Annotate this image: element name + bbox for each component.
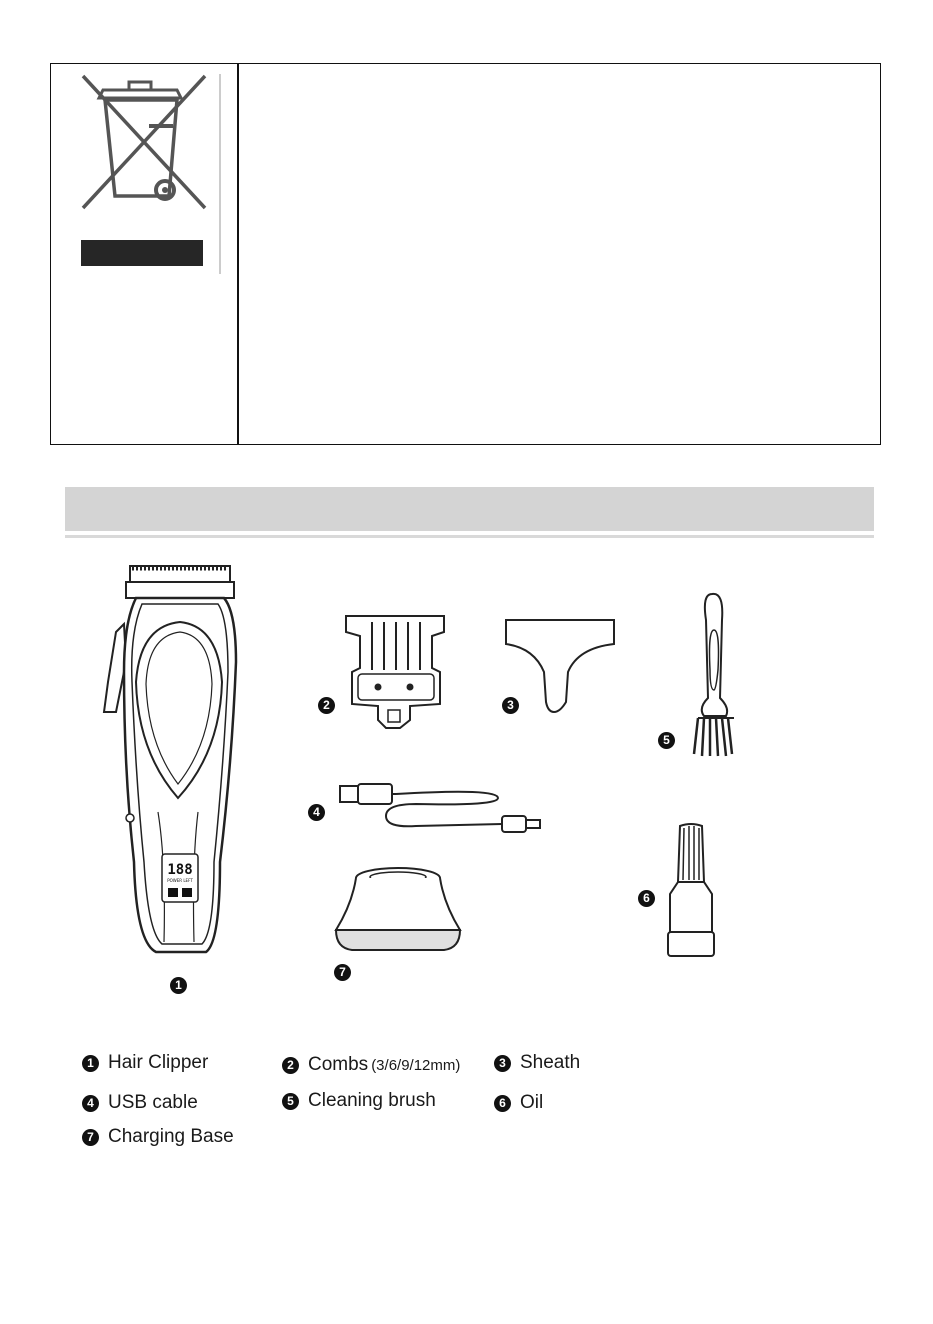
legend-item-hair-clipper <box>82 1052 208 1074</box>
legend-number-2: 2 <box>282 1057 299 1074</box>
legend-label-sheath: Sheath <box>520 1052 581 1073</box>
legend-detail-combs: (3/6/9/12mm) <box>371 1056 461 1074</box>
usb-cable-illustration <box>336 778 548 843</box>
callout-number-2: 2 <box>318 697 335 714</box>
legend-label-usb-cable: USB cable <box>108 1092 198 1113</box>
guide-comb-illustration <box>342 612 448 737</box>
sheath-illustration <box>504 618 616 723</box>
callout-number-1: 1 <box>170 977 187 994</box>
legend-item-combs <box>282 1054 460 1076</box>
legend-label-cleaning-brush: Cleaning brush <box>308 1090 436 1111</box>
callout-number-3: 3 <box>502 697 519 714</box>
section-rule <box>65 535 874 538</box>
clipper-display-caption: POWER LEFT <box>167 878 193 883</box>
legend-item-charging-base <box>82 1126 234 1148</box>
clipper-display-digits: 188 <box>167 862 193 878</box>
legend-number-7: 7 <box>82 1129 99 1146</box>
hair-clipper-illustration <box>96 562 246 962</box>
callout-number-4: 4 <box>308 804 325 821</box>
callout-number-5: 5 <box>658 732 675 749</box>
crossed-out-wheelie-bin-icon <box>65 68 225 283</box>
legend-number-4: 4 <box>82 1095 99 1112</box>
parts-legend <box>82 1052 702 1152</box>
legend-label-combs: Combs <box>308 1054 369 1075</box>
legend-label-hair-clipper: Hair Clipper <box>108 1052 209 1073</box>
table-divider <box>237 64 239 444</box>
legend-item-usb-cable <box>82 1092 198 1114</box>
oil-bottle-illustration <box>664 822 718 965</box>
legend-item-sheath <box>494 1052 580 1074</box>
legend-number-6: 6 <box>494 1095 511 1112</box>
legend-number-3: 3 <box>494 1055 511 1072</box>
legend-label-charging-base: Charging Base <box>108 1126 234 1147</box>
weee-disposal-box <box>50 63 881 445</box>
section-header-bar <box>65 487 874 531</box>
legend-number-5: 5 <box>282 1093 299 1110</box>
legend-label-oil: Oil <box>520 1092 544 1113</box>
legend-item-cleaning-brush <box>282 1090 436 1112</box>
callout-number-6: 6 <box>638 890 655 907</box>
callout-number-7: 7 <box>334 964 351 981</box>
legend-number-1: 1 <box>82 1055 99 1072</box>
legend-item-oil <box>494 1092 543 1114</box>
cleaning-brush-illustration <box>690 590 740 765</box>
charging-base-illustration <box>332 864 464 961</box>
